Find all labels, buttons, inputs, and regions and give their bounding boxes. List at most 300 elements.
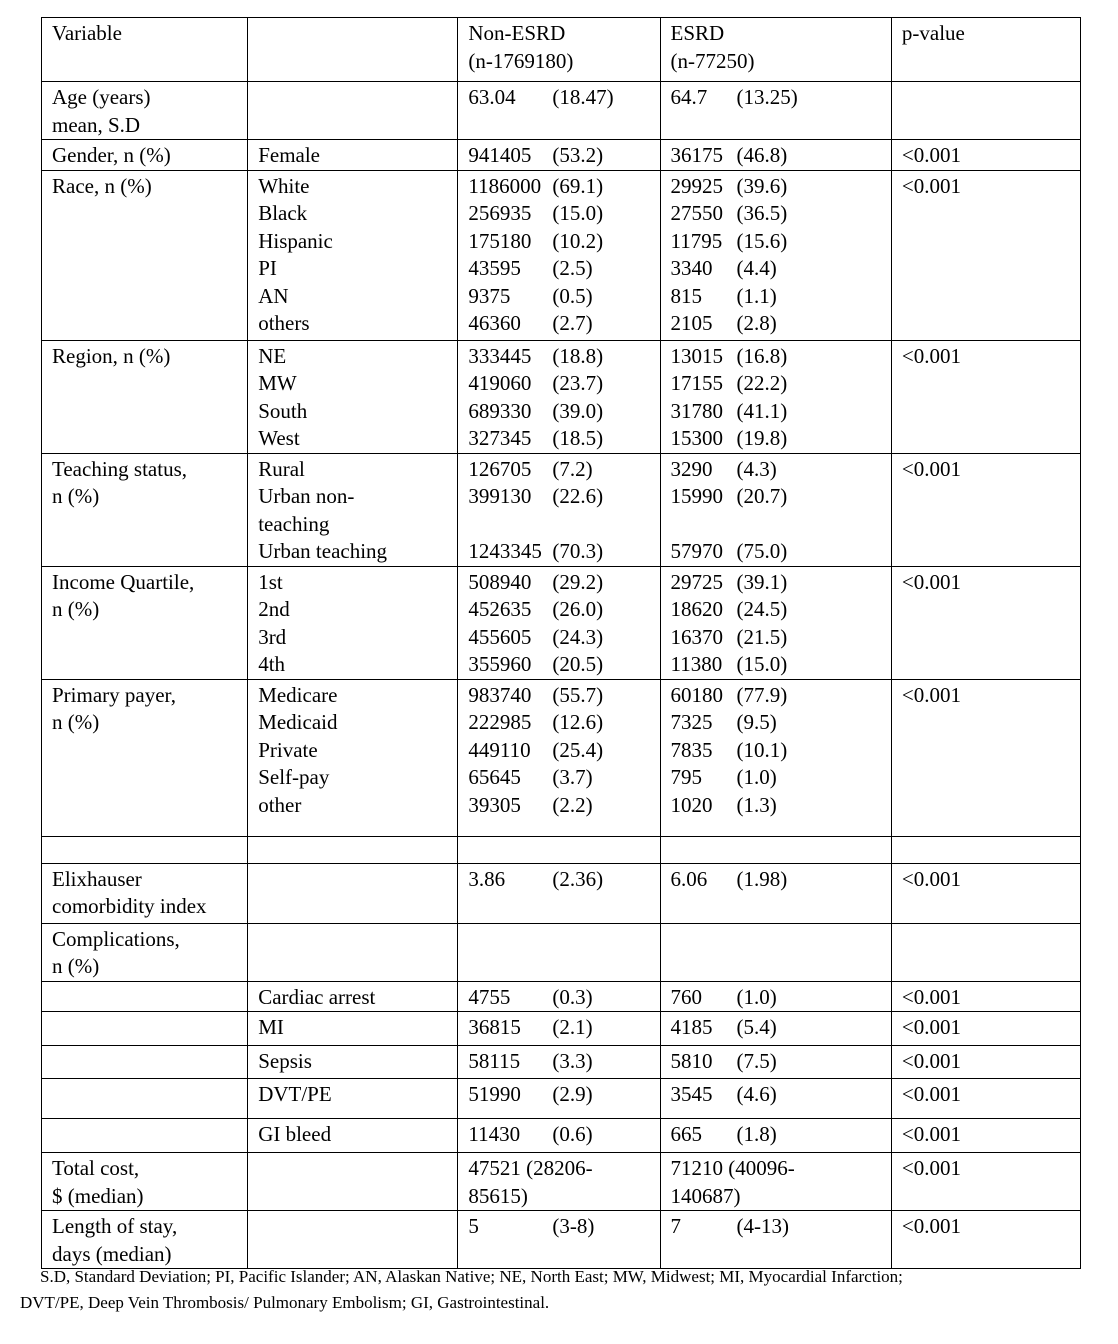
count-value: 46360 <box>468 311 521 335</box>
table-row <box>42 340 1081 453</box>
percent-value: (39.0) <box>552 398 604 423</box>
category-label: teaching <box>258 511 330 536</box>
table-body <box>42 18 1081 1269</box>
percent-value: (1.98) <box>736 866 788 891</box>
variable-cell <box>42 82 248 140</box>
value-line <box>468 370 651 398</box>
value-line <box>468 1081 651 1109</box>
value-line <box>468 596 651 624</box>
count-value: 47521 (28206- <box>468 1156 593 1180</box>
variable-label: Race, n (%) <box>52 173 152 198</box>
p-value-cell: <0.001 <box>891 340 1080 453</box>
variable-label: n (%) <box>52 597 100 621</box>
count-value: 399130 <box>468 484 532 508</box>
value-line <box>671 682 883 710</box>
value-line <box>671 1014 883 1042</box>
non-esrd-cell <box>458 863 660 923</box>
count-value: 29925 <box>670 173 724 198</box>
category-label: others <box>258 311 310 335</box>
value-line <box>671 283 883 311</box>
percent-value: (20.7) <box>736 484 788 508</box>
percent-value: (70.3) <box>552 539 604 563</box>
category-label: Sepsis <box>258 1049 312 1073</box>
count-value: 795 <box>670 765 703 789</box>
category-label: 2nd <box>258 597 290 621</box>
table-row <box>42 863 1081 923</box>
value-line <box>671 255 883 283</box>
percent-value: (5.4) <box>736 1015 777 1039</box>
footnote-line-1: S.D, Standard Deviation; PI, Pacific Islander; AN, Alaskan Native; NE, North East; MW, Midwest; MI, Myocardial Infarction; <box>40 1267 903 1286</box>
value-line <box>671 538 883 566</box>
percent-value: (3.3) <box>552 1049 593 1073</box>
category-label: Self-pay <box>258 765 330 789</box>
count-value: 9375 <box>468 283 511 308</box>
percent-value: (2.1) <box>552 1015 593 1039</box>
value-line <box>468 310 651 338</box>
value-line <box>671 142 883 170</box>
table-row <box>42 140 1081 171</box>
count-value: 15990 <box>670 484 724 508</box>
count-value: 43595 <box>468 256 521 280</box>
table-footnote <box>20 1264 1100 1316</box>
count-value: 3.86 <box>468 866 506 891</box>
count-value: 126705 <box>468 456 532 481</box>
value-line <box>468 511 651 539</box>
category-label: Medicare <box>258 682 338 707</box>
header-esrd-label: ESRD <box>670 21 725 45</box>
variable-cell <box>42 923 248 981</box>
non-esrd-cell <box>458 566 660 679</box>
table-row <box>42 566 1081 679</box>
esrd-cell <box>660 863 891 923</box>
count-value: 2105 <box>670 311 713 335</box>
category-cell <box>248 836 458 863</box>
count-value: 665 <box>670 1122 703 1146</box>
value-line <box>468 682 651 710</box>
value-line <box>468 984 651 1012</box>
value-line <box>671 984 883 1012</box>
value-line <box>468 1183 651 1211</box>
value-line <box>671 343 883 371</box>
esrd-cell <box>660 453 891 566</box>
value-line <box>671 456 883 484</box>
percent-value: (3.7) <box>552 765 593 789</box>
percent-value: (15.0) <box>736 652 788 676</box>
category-label: 4th <box>258 652 286 676</box>
category-label: 3rd <box>258 624 287 649</box>
percent-value: (9.5) <box>736 710 777 734</box>
count-value: 3545 <box>670 1082 713 1106</box>
percent-value: (20.5) <box>552 652 604 676</box>
percent-value: (15.6) <box>736 228 788 253</box>
table-row <box>42 981 1081 1012</box>
esrd-cell <box>660 1119 891 1153</box>
variable-label: Age (years) <box>52 85 151 109</box>
variable-label: Gender, n (%) <box>52 143 171 167</box>
value-line <box>468 483 651 511</box>
value-line <box>671 866 883 894</box>
percent-value: (69.1) <box>552 173 604 198</box>
percent-value: (53.2) <box>552 143 604 167</box>
percent-value: (39.6) <box>736 173 788 198</box>
count-value: 941405 <box>468 143 532 167</box>
value-line <box>468 173 651 201</box>
category-label: Urban teaching <box>258 539 388 563</box>
value-line <box>468 709 651 737</box>
value-line <box>671 84 883 112</box>
percent-value: (16.8) <box>736 343 788 368</box>
percent-value: (18.5) <box>552 426 604 450</box>
count-value: 15300 <box>670 426 724 450</box>
p-value-cell: <0.001 <box>891 1119 1080 1153</box>
value-line <box>468 456 651 484</box>
variable-cell <box>42 863 248 923</box>
percent-value: (22.2) <box>736 371 788 395</box>
esrd-cell <box>660 1046 891 1079</box>
count-value: 64.7 <box>670 85 708 109</box>
percent-value: (10.2) <box>552 228 604 253</box>
percent-value: (1.8) <box>736 1122 777 1146</box>
count-value: 11430 <box>468 1122 521 1146</box>
value-line <box>671 764 883 792</box>
p-value-cell: <0.001 <box>891 1079 1080 1119</box>
table-row <box>42 1079 1081 1119</box>
variable-cell <box>42 340 248 453</box>
count-value: 13015 <box>670 343 724 368</box>
percent-value: (25.4) <box>552 737 604 762</box>
non-esrd-cell <box>458 836 660 863</box>
category-label: White <box>258 173 310 198</box>
value-line <box>671 511 883 539</box>
variable-cell <box>42 1079 248 1119</box>
percent-value: (18.47) <box>552 85 614 109</box>
percent-value: (0.6) <box>552 1122 593 1146</box>
count-value: 4755 <box>468 984 511 1009</box>
variable-cell <box>42 836 248 863</box>
category-label: Medicaid <box>258 710 338 734</box>
count-value: 36175 <box>670 143 724 167</box>
value-line <box>468 651 651 679</box>
percent-value: (0.5) <box>552 283 593 308</box>
category-label: MW <box>258 371 297 395</box>
category-label: Black <box>258 201 308 225</box>
variable-cell <box>42 1119 248 1153</box>
percent-value: (29.2) <box>552 569 604 594</box>
category-label: Female <box>258 143 320 167</box>
value-line <box>671 709 883 737</box>
esrd-cell <box>660 340 891 453</box>
header-non-esrd-n: (n-1769180) <box>468 48 574 73</box>
value-line <box>671 398 883 426</box>
p-value-cell: <0.001 <box>891 981 1080 1012</box>
variable-cell <box>42 981 248 1012</box>
p-value-cell <box>891 923 1080 981</box>
percent-value: (2.8) <box>736 311 777 335</box>
table-row <box>42 1211 1081 1269</box>
non-esrd-cell <box>458 453 660 566</box>
value-line <box>671 370 883 398</box>
header-esrd <box>660 18 891 82</box>
value-line <box>468 142 651 170</box>
value-line <box>468 425 651 453</box>
count-value: 71210 (40096- <box>670 1156 795 1180</box>
percent-value: (22.6) <box>552 484 604 508</box>
p-value-cell: <0.001 <box>891 679 1080 836</box>
header-p-value: p-value <box>891 18 1080 82</box>
count-value: 3290 <box>670 456 713 481</box>
variable-label: Elixhauser <box>52 866 142 891</box>
footnote-line-2: DVT/PE, Deep Vein Thrombosis/ Pulmonary Embolism; GI, Gastrointestinal. <box>20 1293 550 1312</box>
variable-label: Region, n (%) <box>52 343 171 368</box>
count-value: 508940 <box>468 569 532 594</box>
percent-value: (21.5) <box>736 624 788 649</box>
variable-label: Income Quartile, <box>52 569 195 594</box>
table-row <box>42 836 1081 863</box>
count-value: 333445 <box>468 343 532 368</box>
value-line <box>671 569 883 597</box>
esrd-cell <box>660 140 891 171</box>
category-cell <box>248 863 458 923</box>
count-value: 140687) <box>670 1183 741 1208</box>
non-esrd-cell <box>458 1046 660 1079</box>
count-value: 419060 <box>468 371 532 395</box>
count-value: 29725 <box>670 569 724 594</box>
value-line <box>468 1155 651 1183</box>
p-value-cell <box>891 836 1080 863</box>
percent-value: (4.3) <box>736 456 777 481</box>
value-line <box>671 200 883 228</box>
non-esrd-cell <box>458 340 660 453</box>
esrd-cell <box>660 923 891 981</box>
variable-label: comorbidity index <box>52 894 207 918</box>
variable-label: Length of stay, <box>52 1214 178 1238</box>
table-row <box>42 1046 1081 1079</box>
count-value: 689330 <box>468 398 532 423</box>
esrd-cell <box>660 836 891 863</box>
variable-label: mean, S.D <box>52 112 141 137</box>
p-value-cell <box>891 82 1080 140</box>
value-line <box>468 283 651 311</box>
non-esrd-cell <box>458 82 660 140</box>
category-label: Urban non- <box>258 484 355 508</box>
table-row <box>42 453 1081 566</box>
percent-value: (7.5) <box>736 1049 777 1073</box>
category-cell <box>248 1119 458 1153</box>
non-esrd-cell <box>458 1153 660 1211</box>
table-row <box>42 1119 1081 1153</box>
count-value: 455605 <box>468 624 532 649</box>
value-line <box>468 538 651 566</box>
category-cell <box>248 82 458 140</box>
count-value: 355960 <box>468 652 532 676</box>
value-line <box>468 624 651 652</box>
category-label: 1st <box>258 569 283 594</box>
count-value: 36815 <box>468 1015 521 1039</box>
percent-value: (55.7) <box>552 682 604 707</box>
category-cell <box>248 1012 458 1046</box>
variable-label: Primary payer, <box>52 682 176 707</box>
count-value: 1186000 <box>468 173 542 198</box>
category-label: South <box>258 398 308 423</box>
percent-value: (46.8) <box>736 143 788 167</box>
count-value: 60180 <box>670 682 724 707</box>
percent-value: (75.0) <box>736 539 788 563</box>
value-line <box>671 596 883 624</box>
count-value: 27550 <box>670 201 724 225</box>
count-value: 1243345 <box>468 539 542 563</box>
esrd-cell <box>660 566 891 679</box>
value-line <box>671 1213 883 1241</box>
value-line <box>468 1014 651 1042</box>
esrd-cell <box>660 1211 891 1269</box>
count-value: 18620 <box>670 597 724 621</box>
count-value: 256935 <box>468 201 532 225</box>
percent-value: (26.0) <box>552 597 604 621</box>
esrd-cell <box>660 1079 891 1119</box>
non-esrd-cell <box>458 140 660 171</box>
count-value: 51990 <box>468 1082 521 1106</box>
header-esrd-n: (n-77250) <box>670 48 755 73</box>
percent-value: (4-13) <box>736 1214 790 1238</box>
percent-value: (2.7) <box>552 311 593 335</box>
percent-value: (39.1) <box>736 569 788 594</box>
header-category <box>248 18 458 82</box>
count-value: 5 <box>468 1214 479 1238</box>
esrd-cell <box>660 82 891 140</box>
p-value-cell: <0.001 <box>891 1211 1080 1269</box>
p-value-cell: <0.001 <box>891 566 1080 679</box>
count-value: 175180 <box>468 228 532 253</box>
count-value: 5810 <box>670 1049 713 1073</box>
count-value: 327345 <box>468 426 532 450</box>
value-line <box>468 569 651 597</box>
count-value: 4185 <box>670 1015 713 1039</box>
value-line <box>468 764 651 792</box>
count-value: 17155 <box>670 371 724 395</box>
value-line <box>671 1183 883 1211</box>
count-value: 1020 <box>670 792 713 817</box>
p-value-cell: <0.001 <box>891 863 1080 923</box>
esrd-cell <box>660 679 891 836</box>
value-line <box>468 228 651 256</box>
value-line <box>671 173 883 201</box>
category-label: other <box>258 792 302 817</box>
percent-value: (2.2) <box>552 792 593 817</box>
header-variable: Variable <box>42 18 248 82</box>
value-line <box>468 866 651 894</box>
category-label: West <box>258 426 300 450</box>
non-esrd-cell <box>458 923 660 981</box>
category-cell <box>248 1079 458 1119</box>
count-value: 449110 <box>468 737 531 762</box>
value-line <box>671 624 883 652</box>
p-value-cell: <0.001 <box>891 1046 1080 1079</box>
variable-cell <box>42 453 248 566</box>
value-line <box>671 737 883 765</box>
percent-value: (1.1) <box>736 283 777 308</box>
header-non-esrd <box>458 18 660 82</box>
value-line <box>671 1155 883 1183</box>
non-esrd-cell <box>458 981 660 1012</box>
count-value: 452635 <box>468 597 532 621</box>
variable-cell <box>42 1012 248 1046</box>
percent-value: (7.2) <box>552 456 593 481</box>
variable-cell <box>42 1153 248 1211</box>
count-value: 222985 <box>468 710 532 734</box>
percent-value: (13.25) <box>736 85 798 109</box>
variable-cell <box>42 1046 248 1079</box>
value-line <box>671 1048 883 1076</box>
p-value-cell: <0.001 <box>891 1153 1080 1211</box>
variable-cell <box>42 679 248 836</box>
baseline-characteristics-table <box>41 17 1081 1269</box>
count-value: 11795 <box>670 228 723 253</box>
value-line <box>468 1048 651 1076</box>
percent-value: (19.8) <box>736 426 788 450</box>
percent-value: (12.6) <box>552 710 604 734</box>
count-value: 7835 <box>670 737 713 762</box>
percent-value: (2.5) <box>552 256 593 280</box>
value-line <box>468 84 651 112</box>
count-value: 6.06 <box>670 866 708 891</box>
category-label: Cardiac arrest <box>258 984 376 1009</box>
percent-value: (4.4) <box>736 256 777 280</box>
table-header-row <box>42 18 1081 82</box>
value-line <box>671 792 883 820</box>
header-non-esrd-label: Non-ESRD <box>468 21 566 45</box>
table-row <box>42 923 1081 981</box>
percent-value: (4.6) <box>736 1082 777 1106</box>
variable-label: Complications, <box>52 926 180 951</box>
variable-label: Total cost, <box>52 1156 140 1180</box>
category-label: Hispanic <box>258 228 333 253</box>
count-value: 3340 <box>670 256 713 280</box>
percent-value: (77.9) <box>736 682 788 707</box>
table-row <box>42 679 1081 836</box>
category-label: MI <box>258 1015 284 1039</box>
table-row <box>42 1153 1081 1211</box>
variable-label: $ (median) <box>52 1183 144 1208</box>
category-cell <box>248 1211 458 1269</box>
category-cell <box>248 340 458 453</box>
percent-value: (1.0) <box>736 765 777 789</box>
category-cell <box>248 170 458 340</box>
count-value: 983740 <box>468 682 532 707</box>
category-label: GI bleed <box>258 1122 332 1146</box>
variable-label: Teaching status, <box>52 456 187 481</box>
non-esrd-cell <box>458 1119 660 1153</box>
table-row <box>42 170 1081 340</box>
percent-value: (1.0) <box>736 984 777 1009</box>
category-cell <box>248 1153 458 1211</box>
category-label: NE <box>258 343 287 368</box>
p-value-cell: <0.001 <box>891 140 1080 171</box>
p-value-cell: <0.001 <box>891 453 1080 566</box>
percent-value: (18.8) <box>552 343 604 368</box>
percent-value: (0.3) <box>552 984 593 1009</box>
table-row <box>42 1012 1081 1046</box>
category-cell <box>248 453 458 566</box>
esrd-cell <box>660 1153 891 1211</box>
category-label: AN <box>258 283 289 308</box>
percent-value: (2.9) <box>552 1082 593 1106</box>
non-esrd-cell <box>458 1211 660 1269</box>
count-value: 11380 <box>670 652 723 676</box>
variable-cell <box>42 1211 248 1269</box>
count-value: 57970 <box>670 539 724 563</box>
count-value: 31780 <box>670 398 724 423</box>
esrd-cell <box>660 981 891 1012</box>
